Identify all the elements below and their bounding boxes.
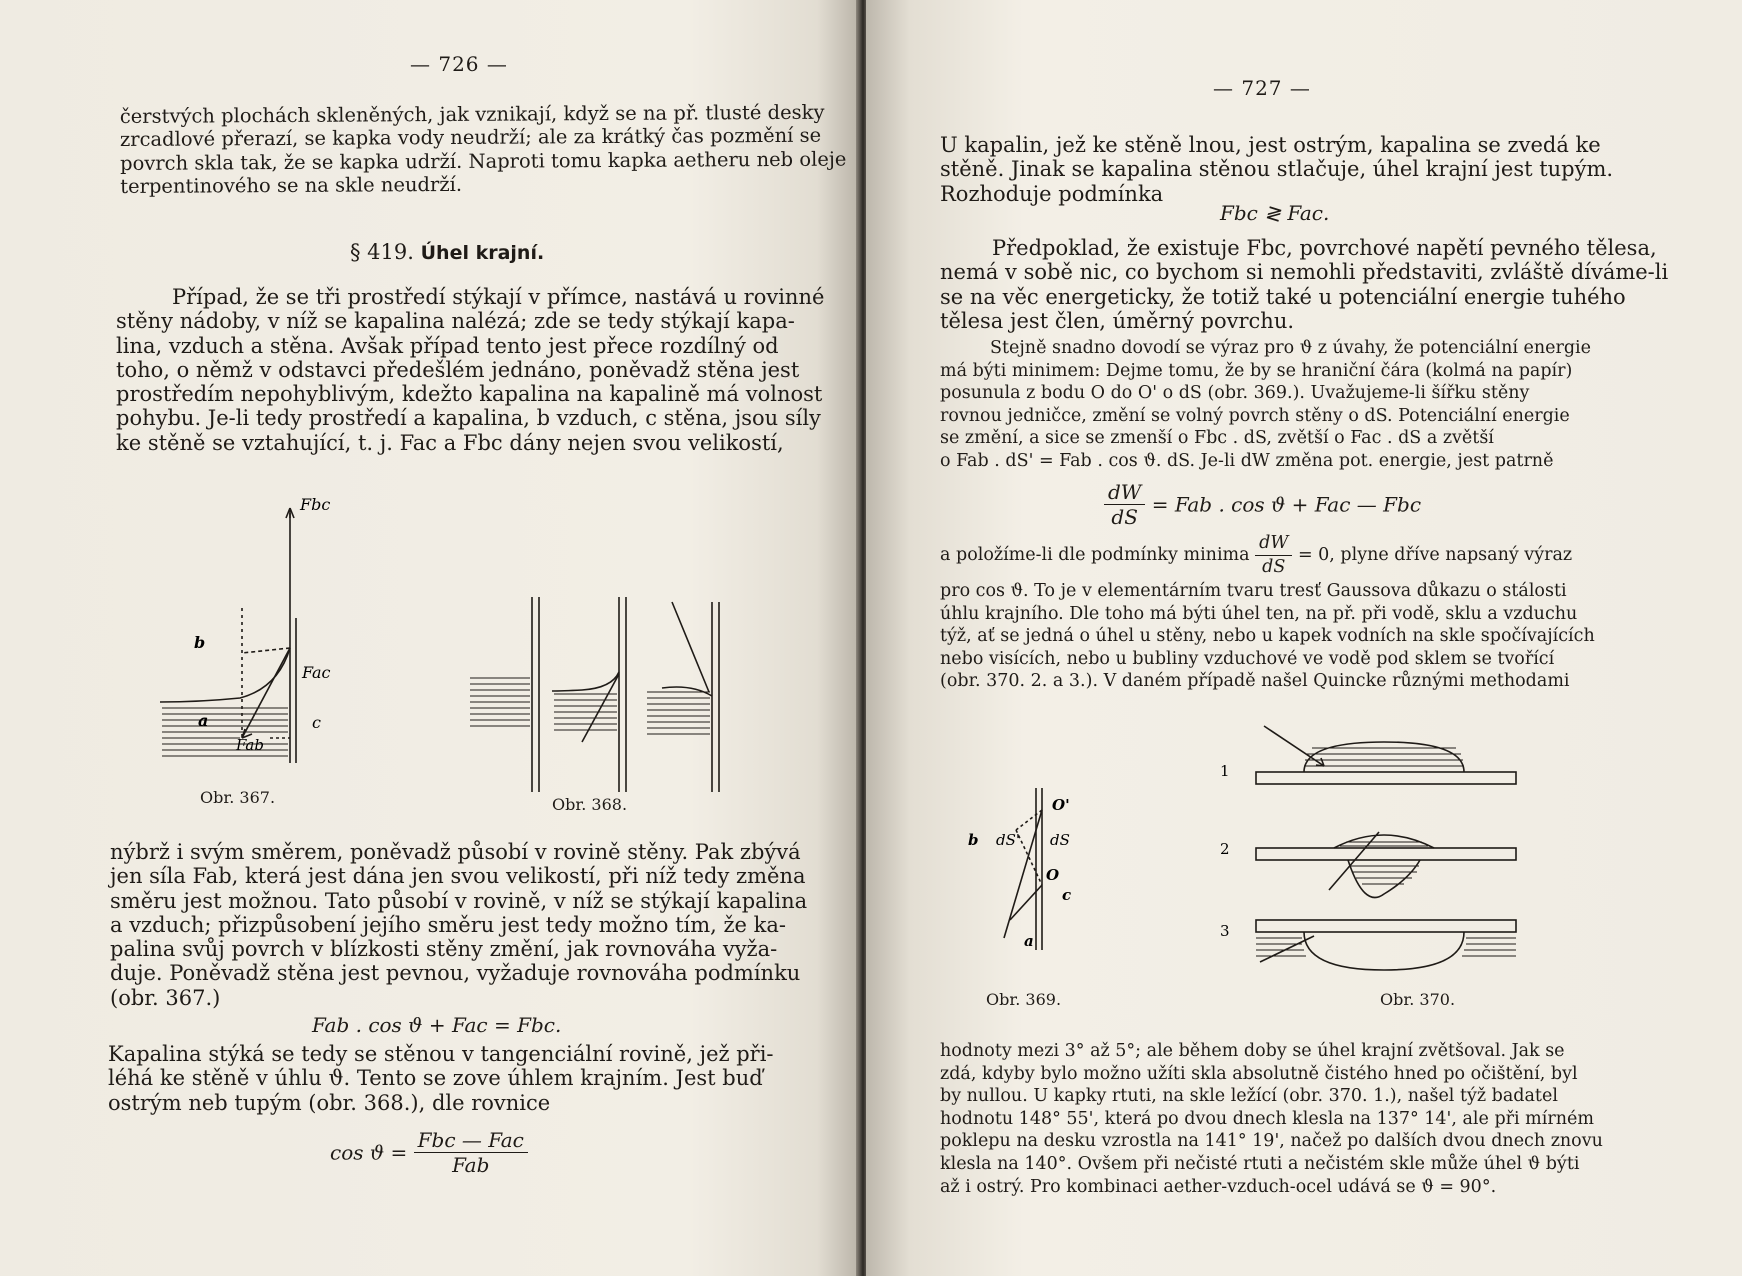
minimum-condition-line — [940, 532, 1630, 578]
text-line: a vzduch; přizpůsobení jejího směru jest tedy možno tím, že ka- — [110, 912, 786, 937]
paragraph-after-figures — [110, 840, 808, 1010]
eq3-fraction — [1104, 480, 1145, 529]
label-c: c — [1062, 886, 1072, 904]
text-line: poklepu na desku vzrostla na 141° 19', načež po dalších dvou dnech znovu — [940, 1131, 1603, 1152]
text-line: nemá v sobě nic, co bychom si nemohli představiti, zvláště díváme-li — [940, 260, 1669, 285]
label-b: b — [968, 831, 979, 849]
label-3: 3 — [1220, 922, 1230, 940]
text-line: rovnou jedničce, změní se volný povrch stěny o dS. Potenciální energie — [940, 405, 1570, 426]
text-line: hodnotu 148° 55', která po dvou dnech klesla na 137° 14', ale při mírném — [940, 1108, 1594, 1129]
paragraph-5 — [940, 1040, 1620, 1198]
label-2: 2 — [1220, 840, 1230, 858]
text-line: Předpoklad, že existuje Fbc, povrchové napětí pevného tělesa, — [992, 236, 1657, 260]
text-line: duje. Poněvadž stěna jest pevnou, vyžaduje rovnováha podmínku — [110, 961, 801, 986]
text-line: léhá ke stěně v úhlu ϑ. Tento se zove úhlem krajním. Jest buď — [108, 1066, 763, 1091]
paragraph-3 — [940, 337, 1620, 473]
eq2-lhs: cos ϑ = — [330, 1140, 408, 1165]
text-line: má býti minimem: Dejme tomu, že by se hraniční čára (kolmá na papír) — [940, 360, 1573, 381]
label-o-prime: O' — [1052, 796, 1070, 814]
text-line: tělesa jest člen, úměrný povrchu. — [940, 308, 1295, 333]
text-line: Případ, že se tři prostředí stýkají v přímce, nastává u rovinné — [172, 285, 825, 309]
text-line: úhlu krajního. Dle toho má býti úhel ten, na př. při vodě, sklu a vzduchu — [940, 603, 1578, 624]
label-ds: dS — [1050, 831, 1070, 849]
text-line: Rozhoduje podmínka — [940, 181, 1164, 206]
text-line: terpentinového se na skle neudrží. — [120, 173, 463, 199]
text-line: Kapalina stýká se tedy se stěnou v tangenciální rovině, jež při- — [108, 1042, 774, 1066]
text-line: se změní, a sice se zmenší o Fbc . dS, zvětší o Fac . dS a zvětší — [940, 428, 1494, 449]
paragraph-2 — [940, 236, 1669, 333]
label-1: 1 — [1220, 762, 1230, 780]
min-pre: a položíme-li dle podmínky minima — [940, 544, 1250, 565]
page-number-727: — 727 — — [1213, 76, 1311, 100]
text-line: prostředím nepohyblivým, kdežto kapalina na kapalině má volnost — [116, 382, 823, 407]
text-line: o Fab . dS' = Fab . cos ϑ. dS. Je-li dW změna pot. energie, jest patrně — [940, 450, 1554, 471]
figure-369 — [966, 780, 1126, 970]
caption-369: Obr. 369. — [986, 990, 1062, 1009]
equation-1: Fab . cos ϑ + Fac = Fbc. — [312, 1013, 562, 1037]
label-fac: Fac — [302, 663, 331, 682]
text-line: lina, vzduch a stěna. Avšak případ tento jest přece rozdílný od — [116, 333, 779, 358]
eq2-numerator: Fbc — Fac — [414, 1128, 528, 1153]
liquid-hatching — [162, 708, 288, 756]
equation-3 — [1104, 480, 1421, 529]
text-line: (obr. 367.) — [110, 985, 221, 1010]
text-line: ke stěně se vztahující, t. j. Fac a Fbc dány nejen svou velikostí, — [116, 430, 784, 455]
liquid-hatching — [1256, 748, 1516, 956]
text-line: klesla na 140°. Ovšem při nečisté rtuti a nečistém skle může úhel ϑ býti — [940, 1153, 1580, 1174]
caption-370: Obr. 370. — [1380, 990, 1456, 1009]
text-line: nebo visících, nebo u bubliny vzduchové ve vodě pod sklem se tvořící — [940, 648, 1555, 669]
label-fbc: Fbc — [300, 495, 331, 514]
paragraph-1 — [940, 133, 1620, 206]
label-c: c — [312, 713, 321, 732]
text-line: by nullou. U kapky rtuti, na skle ležící (obr. 370. 1.), našel týž badatel — [940, 1086, 1558, 1107]
min-denominator: dS — [1262, 556, 1286, 577]
min-post: = 0, plyne dříve napsaný výraz — [1297, 544, 1573, 565]
text-line: ostrým neb tupým (obr. 368.), dle rovnice — [108, 1090, 551, 1115]
equation-2 — [330, 1128, 528, 1177]
label-o: O — [1046, 866, 1060, 884]
section-number: § 419. — [350, 240, 414, 264]
min-numerator: dW — [1255, 532, 1292, 556]
figure-370 — [1220, 714, 1534, 984]
text-line: U kapalin, jež ke stěně lnou, jest ostrým, kapalina se zvedá ke — [940, 133, 1601, 157]
text-line: až i ostrý. Pro kombinaci aether-vzduch-ocel udává se ϑ = 90°. — [940, 1176, 1497, 1197]
text-line: posunula z bodu O do O' o dS (obr. 369.). Uvažujeme-li šířku stěny — [940, 383, 1530, 404]
caption-368: Obr. 368. — [552, 795, 628, 814]
text-line: stěny nádoby, v níž se kapalina nalézá; zde se tedy stýkají kapa- — [116, 309, 795, 334]
eq2-denominator: Fab — [452, 1153, 490, 1177]
section-heading — [350, 240, 544, 264]
paragraph-last — [108, 1042, 774, 1115]
min-fraction — [1255, 532, 1292, 578]
condition-equation: Fbc ≷ Fac. — [1220, 201, 1330, 225]
text-line: hodnoty mezi 3° až 5°; ale během doby se úhel krajní zvětšoval. Jak se — [940, 1041, 1565, 1061]
label-fab: Fab — [236, 736, 264, 754]
right-page — [866, 0, 1742, 1276]
text-line: nýbrž i svým směrem, poněvadž působí v rovině stěny. Pak zbývá — [110, 840, 801, 864]
text-line: stěně. Jinak se kapalina stěnou stlačuje, úhel krajní jest tupým. — [940, 157, 1614, 182]
section-title: Úhel krajní. — [420, 242, 545, 264]
label-a: a — [1024, 932, 1034, 950]
figure-367 — [150, 488, 350, 768]
text-line: (obr. 370. 2. a 3.). V daném případě našel Quincke různými methodami — [940, 671, 1570, 692]
paragraph-main — [116, 285, 825, 455]
figure-368 — [462, 592, 772, 802]
page-number-726: — 726 — — [410, 52, 508, 76]
label-a: a — [198, 711, 209, 730]
text-line: týž, ať se jedná o úhel u stěny, nebo u kapek vodních na skle spočívajících — [940, 626, 1595, 647]
eq3-numerator: dW — [1104, 480, 1145, 505]
left-page — [0, 0, 860, 1276]
text-line: toho, o němž v odstavci předešlém jednáno, poněvadž stěna jest — [116, 357, 800, 382]
text-line: zrcadlové přerazí, se kapka vody neudrží; ale za krátký čas pozmění se — [119, 124, 822, 152]
eq3-rhs: = Fab . cos ϑ + Fac — Fbc — [1151, 492, 1422, 517]
label-ds-prime: dS' — [996, 831, 1021, 849]
text-line: čerstvých plochách skleněných, jak vznikají, když se na př. tlusté desky — [119, 100, 825, 128]
paragraph-4 — [940, 580, 1620, 693]
text-line: zdá, kdyby bylo možno užíti skla absolutně čistého hned po očištění, byl — [940, 1063, 1578, 1084]
text-line: se na věc energeticky, že totiž také u potenciální energie tuhého — [940, 284, 1626, 309]
caption-367: Obr. 367. — [200, 788, 276, 807]
text-line: pro cos ϑ. To je v elementárním tvaru tresť Gaussova důkazu o stálosti — [940, 581, 1567, 601]
text-line: jen síla Fab, která jest dána jen svou velikostí, při níž tedy změna — [110, 864, 806, 889]
label-b: b — [194, 633, 206, 652]
eq2-fraction — [414, 1128, 528, 1177]
eq3-denominator: dS — [1111, 505, 1138, 529]
text-line: Stejně snadno dovodí se výraz pro ϑ z úvahy, že potenciální energie — [990, 338, 1591, 358]
text-line: pohybu. Je-li tedy prostředí a kapalina, b vzduch, c stěna, jsou síly — [116, 406, 821, 431]
paragraph-intro — [119, 100, 847, 199]
text-line: směru jest možnou. Tato působí v rovině, v níž se stýkají kapalina — [110, 888, 808, 913]
text-line: povrch skla tak, že se kapka udrží. Naproti tomu kapka aetheru neb oleje — [120, 147, 847, 175]
text-line: palina svůj povrch v blízkosti stěny změní, jak rovnováha vyža- — [110, 937, 778, 962]
